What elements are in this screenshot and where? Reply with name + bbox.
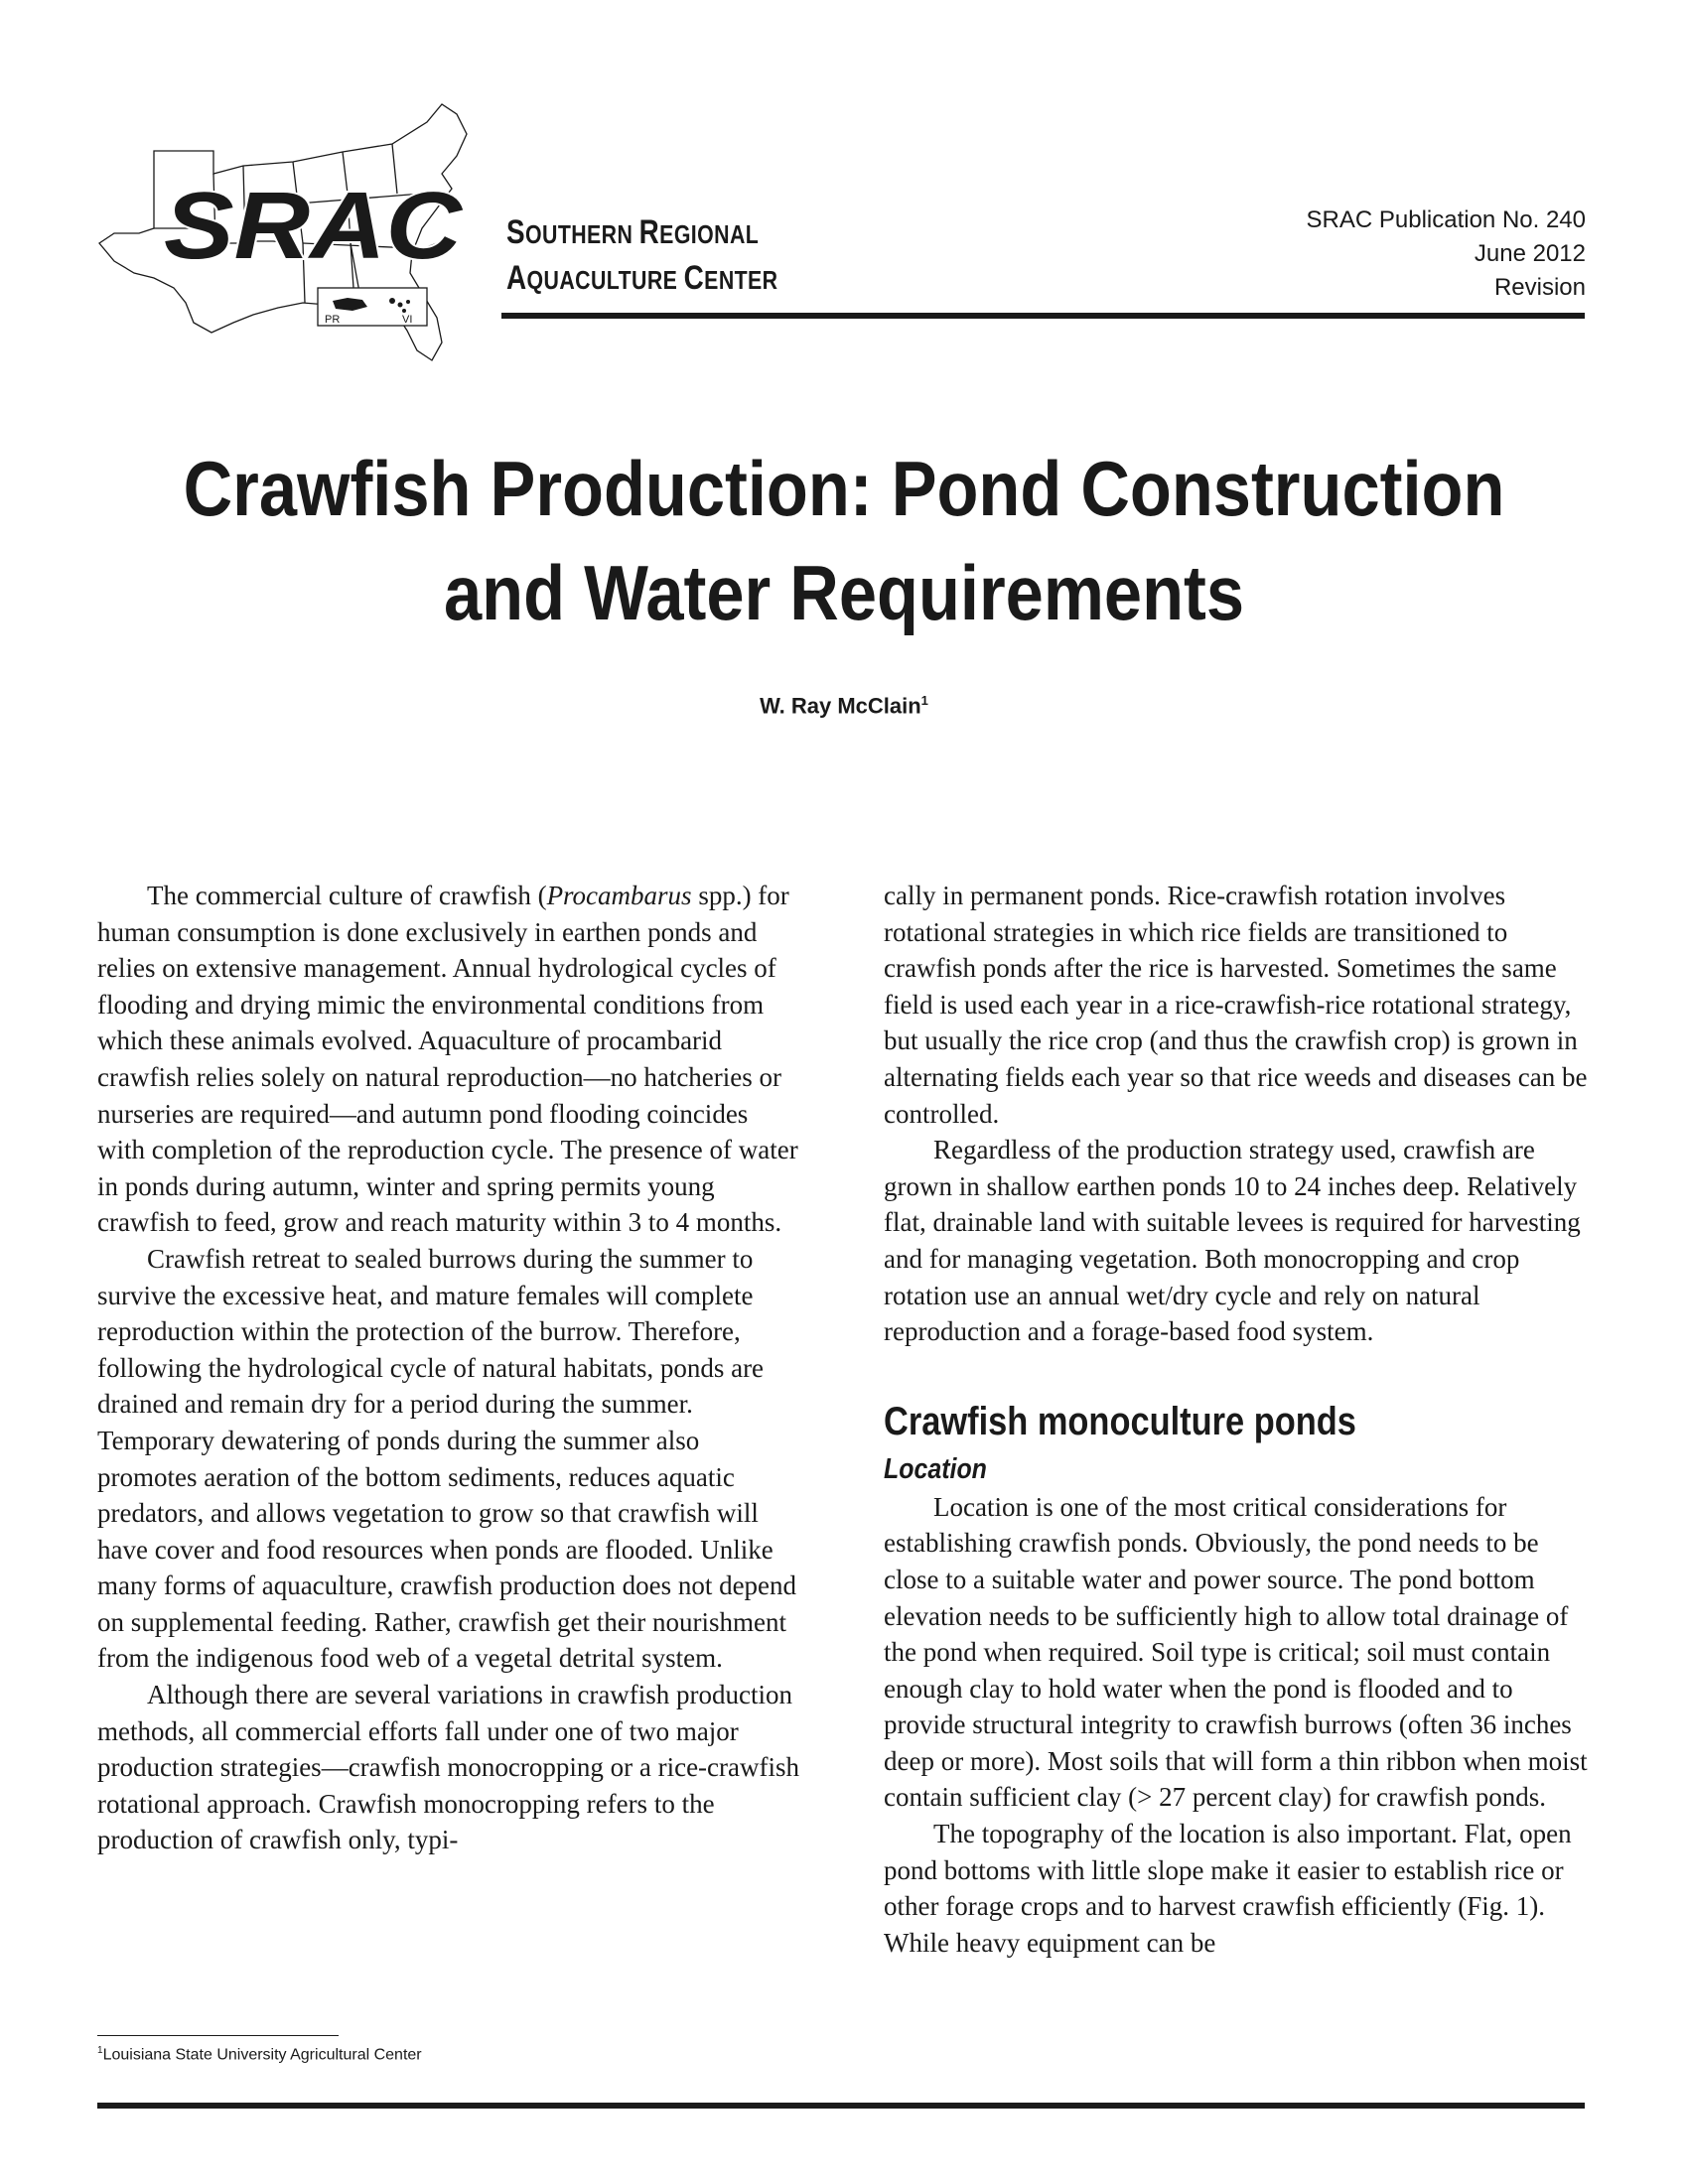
right-column bbox=[884, 878, 1591, 1961]
title-line-1: Crawfish Production: Pond Construction bbox=[183, 445, 1505, 532]
body-paragraph: Location is one of the most critical considerations for establishing crawfish ponds. Obviously, the pond needs to be close to a suitable water and power source. The pond bottom elevation needs to be sufficiently high to allow total drainage of the pond when required. Soil type is critical; soil must contain enough clay to hold water when the pond is flooded and to provide structural integrity to crawfish burrows (often 36 inches deep or more). Most soils that will form a thin ribbon when moist contain sufficient clay (> 27 percent clay) for crawfish ponds. bbox=[884, 1491, 1588, 1813]
footer-rule bbox=[97, 2103, 1585, 2109]
center-name-text: QUACULTURE bbox=[526, 265, 684, 295]
center-name-text: ENTER bbox=[704, 265, 778, 295]
publication-status: Revision bbox=[1493, 274, 1586, 301]
publication-number: SRAC Publication No. 240 bbox=[1306, 206, 1586, 233]
center-name-text: EGIONAL bbox=[659, 219, 760, 249]
subsection-heading: Location bbox=[884, 1452, 987, 1485]
publication-date: June 2012 bbox=[1474, 240, 1586, 267]
paragraph-text: The commercial culture of crawfish ( bbox=[147, 881, 547, 910]
srac-wordmark: SRAC bbox=[164, 173, 464, 279]
author-name: W. Ray McClain bbox=[760, 693, 921, 719]
header-rule bbox=[501, 313, 1585, 319]
section-heading: Crawfish monoculture ponds bbox=[884, 1399, 1356, 1443]
body-paragraph: The topography of the location is also important. Flat, open pond bottoms with little slope make it easier to establish rice or other forage crops and to harvest crawfish efficiently (Fig. 1). While heavy equipment can be bbox=[884, 1819, 1572, 1958]
page-title bbox=[101, 437, 1587, 645]
body-paragraph: Crawfish retreat to sealed burrows during the summer to survive the excessive heat, and mature females will complete reproduction within the protection of the burrow. Therefore, following the hydrological cycle of natural habitats, ponds are drained and remain dry for a period during the summer. Temporary dewatering of ponds during the summer also promotes aeration of the bottom sediments, reduces aquatic predators, and allows vegetation to grow so that crawfish will have cover and food resources when ponds are flooded. Unlike many forms of aquaculture, crawfish production does not depend on supplemental feeding. Rather, crawfish get their nourishment from the indigenous food web of a vegetal detrital system. bbox=[97, 1243, 797, 1674]
center-name bbox=[506, 210, 777, 302]
center-name-cap: A bbox=[506, 259, 527, 297]
center-name-cap: R bbox=[638, 213, 660, 251]
paragraph-text: spp.) for human consumption is done exclusively in earthen ponds and relies on extensive management. Annual hydrological cycles of flooding and drying mimic the environmental conditions from which these animals evolved. Aquaculture of procambarid crawfish relies solely on natural reproduction—no hatcheries or nurseries are required—and autumn pond flooding coincides with completion of the reproduction cycle. The presence of water in ponds during autumn, winter and spring permits young crawfish to feed, grow and reach maturity within 3 to 4 months. bbox=[97, 881, 798, 1238]
footnote-rule bbox=[97, 2035, 339, 2036]
center-name-line1 bbox=[506, 210, 777, 256]
footnote bbox=[97, 2045, 422, 2064]
footnote-mark: 1 bbox=[97, 2045, 103, 2056]
vi-label: VI bbox=[402, 314, 413, 326]
srac-logo bbox=[94, 94, 541, 367]
author-byline bbox=[0, 693, 1688, 719]
body-paragraph: Regardless of the production strategy used, crawfish are grown in shallow earthen ponds 10 to 24 inches deep. Relatively flat, drainable land with suitable levees is required for harvesting and for managing vegetation. Both monocropping and crop rotation use an annual wet/dry cycle and rely on natural reproduction and a forage-based food system. bbox=[884, 1135, 1581, 1347]
body-paragraph bbox=[97, 878, 802, 1241]
body-paragraph: cally in permanent ponds. Rice-crawfish rotation involves rotational strategies in which rice fields are transitioned to crawfish ponds after the rice is harvested. Sometimes the same field is used each year in a rice-crawfish-rice rotational strategy, but usually the rice crop (and thus the crawfish crop) is grown in alternating fields each year so that rice weeds and diseases can be controlled. bbox=[884, 881, 1588, 1129]
species-name: Procambarus bbox=[546, 881, 692, 910]
center-name-text: OUTHERN bbox=[525, 219, 639, 249]
center-name-cap: C bbox=[683, 259, 705, 297]
center-name-line2 bbox=[506, 256, 777, 302]
pr-label: PR bbox=[325, 314, 341, 326]
publication-info bbox=[1307, 204, 1586, 305]
author-footnote-mark: 1 bbox=[920, 693, 928, 708]
body-paragraph: Although there are several variations in crawfish production methods, all commercial efforts fall under one of two major production strategies—crawfish monocropping or a rice-crawfish rotational approach. Crawfish monocropping refers to the production of crawfish only, typi- bbox=[97, 1680, 800, 1855]
southern-states-map-icon bbox=[94, 94, 541, 367]
title-line-2: and Water Requirements bbox=[443, 549, 1245, 636]
left-column bbox=[97, 878, 802, 1858]
center-name-cap: S bbox=[506, 213, 526, 251]
footnote-text: Louisiana State University Agricultural Center bbox=[102, 2046, 422, 2064]
